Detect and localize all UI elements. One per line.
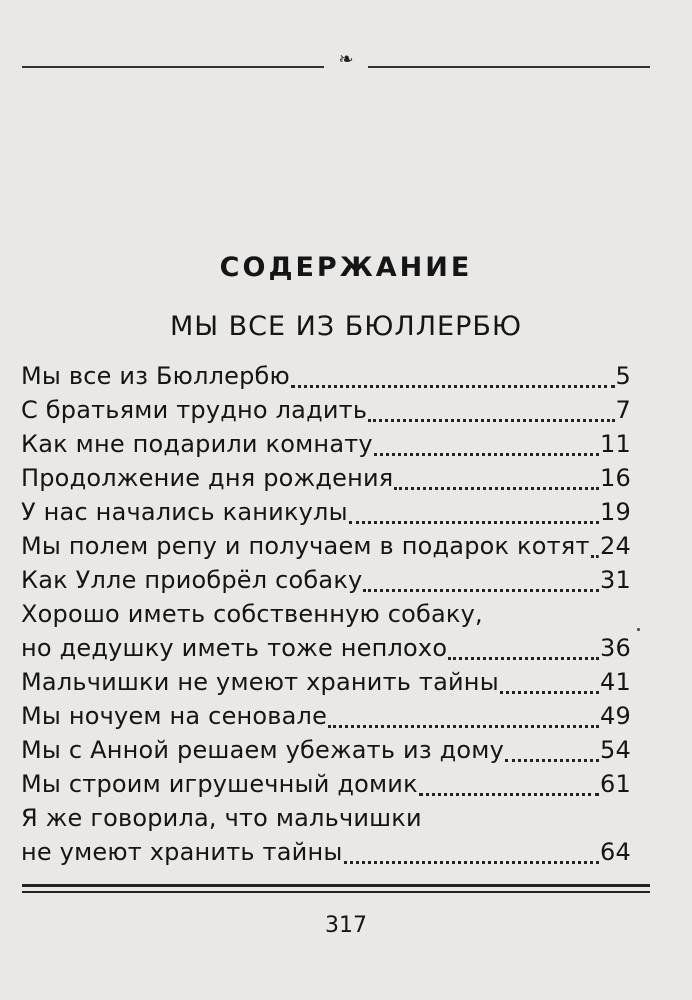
toc-entry[interactable]	[21, 566, 631, 600]
toc-entry-title: Хорошо иметь собственную собаку,	[21, 600, 483, 628]
toc-entry-page: 54	[600, 736, 631, 764]
toc-entry[interactable]	[21, 362, 631, 396]
toc-entry[interactable]	[21, 668, 631, 702]
toc-entry[interactable]	[21, 498, 631, 532]
toc-entry[interactable]	[21, 532, 631, 566]
toc-entry-title: Мы с Анной решаем убежать из дому	[21, 736, 505, 764]
page-title: СОДЕРЖАНИЕ	[219, 252, 473, 283]
toc-entry[interactable]	[21, 430, 631, 464]
bottom-rule	[22, 891, 650, 893]
toc-entry[interactable]	[21, 702, 631, 736]
toc-entry-page: 31	[600, 566, 631, 594]
paper-speck	[637, 628, 640, 631]
dot-leader	[448, 657, 599, 660]
dot-leader	[374, 453, 599, 456]
dot-leader	[394, 487, 599, 490]
dot-leader	[349, 521, 599, 524]
dot-leader	[591, 555, 599, 558]
dot-leader	[291, 385, 615, 388]
toc-entry-page: 49	[600, 702, 631, 730]
toc-entry-title: Мы строим игрушечный домик	[21, 770, 418, 798]
toc-entry-title: Мальчишки не умеют хранить тайны	[21, 668, 499, 696]
table-of-contents	[21, 362, 631, 872]
toc-entry-page: 11	[600, 430, 631, 458]
toc-entry[interactable]	[21, 396, 631, 430]
toc-entry[interactable]	[21, 736, 631, 770]
dot-leader	[419, 793, 599, 796]
ornament-icon: ❧	[324, 48, 368, 72]
toc-entry-page: 36	[600, 634, 631, 662]
toc-entry-title: но дедушку иметь тоже неплохо	[21, 634, 448, 662]
dot-leader	[328, 725, 599, 728]
dot-leader	[368, 419, 614, 422]
toc-entry-title: У нас начались каникулы	[21, 498, 348, 526]
dot-leader	[500, 691, 599, 694]
toc-entry-page: 41	[600, 668, 631, 696]
toc-entry-title: Как мне подарили комнату	[21, 430, 373, 458]
toc-entry[interactable]	[21, 634, 631, 668]
toc-entry-page: 61	[600, 770, 631, 798]
toc-entry-title: Мы ночуем на сеновале	[21, 702, 328, 730]
toc-entry-page: 7	[615, 396, 631, 424]
toc-entry-title: не умеют хранить тайны	[21, 838, 343, 866]
toc-entry-line1[interactable]	[21, 804, 631, 838]
dot-leader	[344, 861, 600, 864]
toc-entry-title: Я же говорила, что мальчишки	[21, 804, 422, 832]
toc-entry-title: Продолжение дня рождения	[21, 464, 394, 492]
page-number: 317	[325, 913, 367, 938]
dot-leader	[363, 589, 599, 592]
toc-entry-page: 64	[600, 838, 631, 866]
toc-entry-title: Мы полем репу и получаем в подарок котят	[21, 532, 590, 560]
toc-entry-title: Мы все из Бюллербю	[21, 362, 290, 390]
toc-entry-title: С братьями трудно ладить	[21, 396, 368, 424]
toc-entry-page: 5	[615, 362, 631, 390]
toc-entry[interactable]	[21, 464, 631, 498]
toc-entry[interactable]	[21, 770, 631, 804]
toc-entry[interactable]	[21, 838, 631, 872]
section-title: МЫ ВСЕ ИЗ БЮЛЛЕРБЮ	[169, 311, 523, 342]
dot-leader	[505, 759, 599, 762]
toc-entry-title: Как Улле приобрёл собаку	[21, 566, 363, 594]
toc-entry-page: 19	[600, 498, 631, 526]
toc-entry-line1[interactable]	[21, 600, 631, 634]
bottom-rule	[22, 884, 650, 887]
toc-entry-page: 24	[600, 532, 631, 560]
toc-entry-page: 16	[600, 464, 631, 492]
